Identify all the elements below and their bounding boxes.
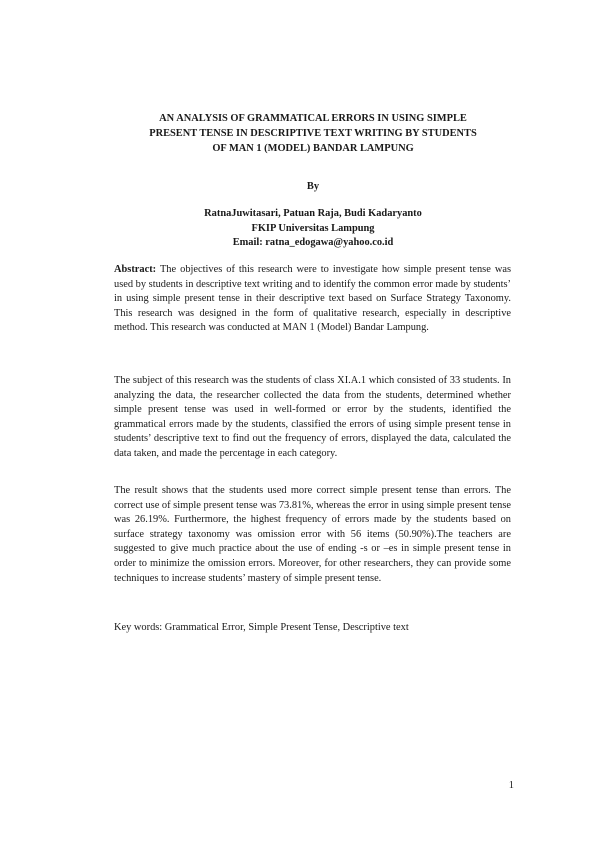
by-line: By bbox=[306, 181, 320, 192]
email: Email: ratna_edogawa@yahoo.co.id bbox=[232, 237, 394, 248]
abstract-paragraph bbox=[114, 263, 511, 336]
abstract-paragraph-2: The subject of this research was the students of class XI.A.1 which consisted of 33 students. In analyzing the data, the researcher collected the data from the students, determined whether simple present tense was used in well-formed or error by the students, identified the grammatical errors made by the students, classified the errors of using simple present tense in students’ descriptive text to find out the frequency of errors, displayed the data, calculated the data taken, and made the percentage in each category. bbox=[114, 375, 511, 459]
paper-title bbox=[112, 111, 514, 156]
author-names: RatnaJuwitasari, Patuan Raja, Budi Kadaryanto bbox=[204, 208, 422, 219]
abstract-text: The objectives of this research were to investigate how simple present tense was used by students in descriptive text writing and to identify the common error made by students’ in using simple present tense in their descriptive text based on Surface Strategy Taxonomy. This research was designed in the form of qualitative research, especially in descriptive method. This research was conducted at MAN 1 (Model) Bandar Lampung. bbox=[114, 264, 511, 334]
title-line-1: AN ANALYSIS OF GRAMMATICAL ERRORS IN USING SIMPLE bbox=[159, 113, 467, 124]
title-line-3: OF MAN 1 (MODEL) BANDAR LAMPUNG bbox=[212, 143, 414, 154]
page-number: 1 bbox=[508, 780, 514, 791]
abstract-paragraph-3: The result shows that the students used more correct simple present tense than errors. The correct use of simple present tense was 73.81%, whereas the error in using simple present tense was 26.19%. Furthermore, the highest frequency of errors made by the students based on surface strategy taxonomy was omission error with 56 items (50.90%).The teachers are suggested to give much practice about the use of ending -s or –es in simple present tense in order to minimize the omission errors. Moreover, for other researchers, they can provide some techniques to increase students’ mastery of simple present tense. bbox=[114, 485, 511, 584]
title-line-2: PRESENT TENSE IN DESCRIPTIVE TEXT WRITING BY STUDENTS bbox=[149, 128, 477, 139]
keywords: Key words: Grammatical Error, Simple Present Tense, Descriptive text bbox=[114, 622, 409, 633]
author-block bbox=[112, 207, 514, 251]
abstract-label: Abstract: bbox=[114, 264, 157, 275]
affiliation: FKIP Universitas Lampung bbox=[251, 222, 375, 234]
